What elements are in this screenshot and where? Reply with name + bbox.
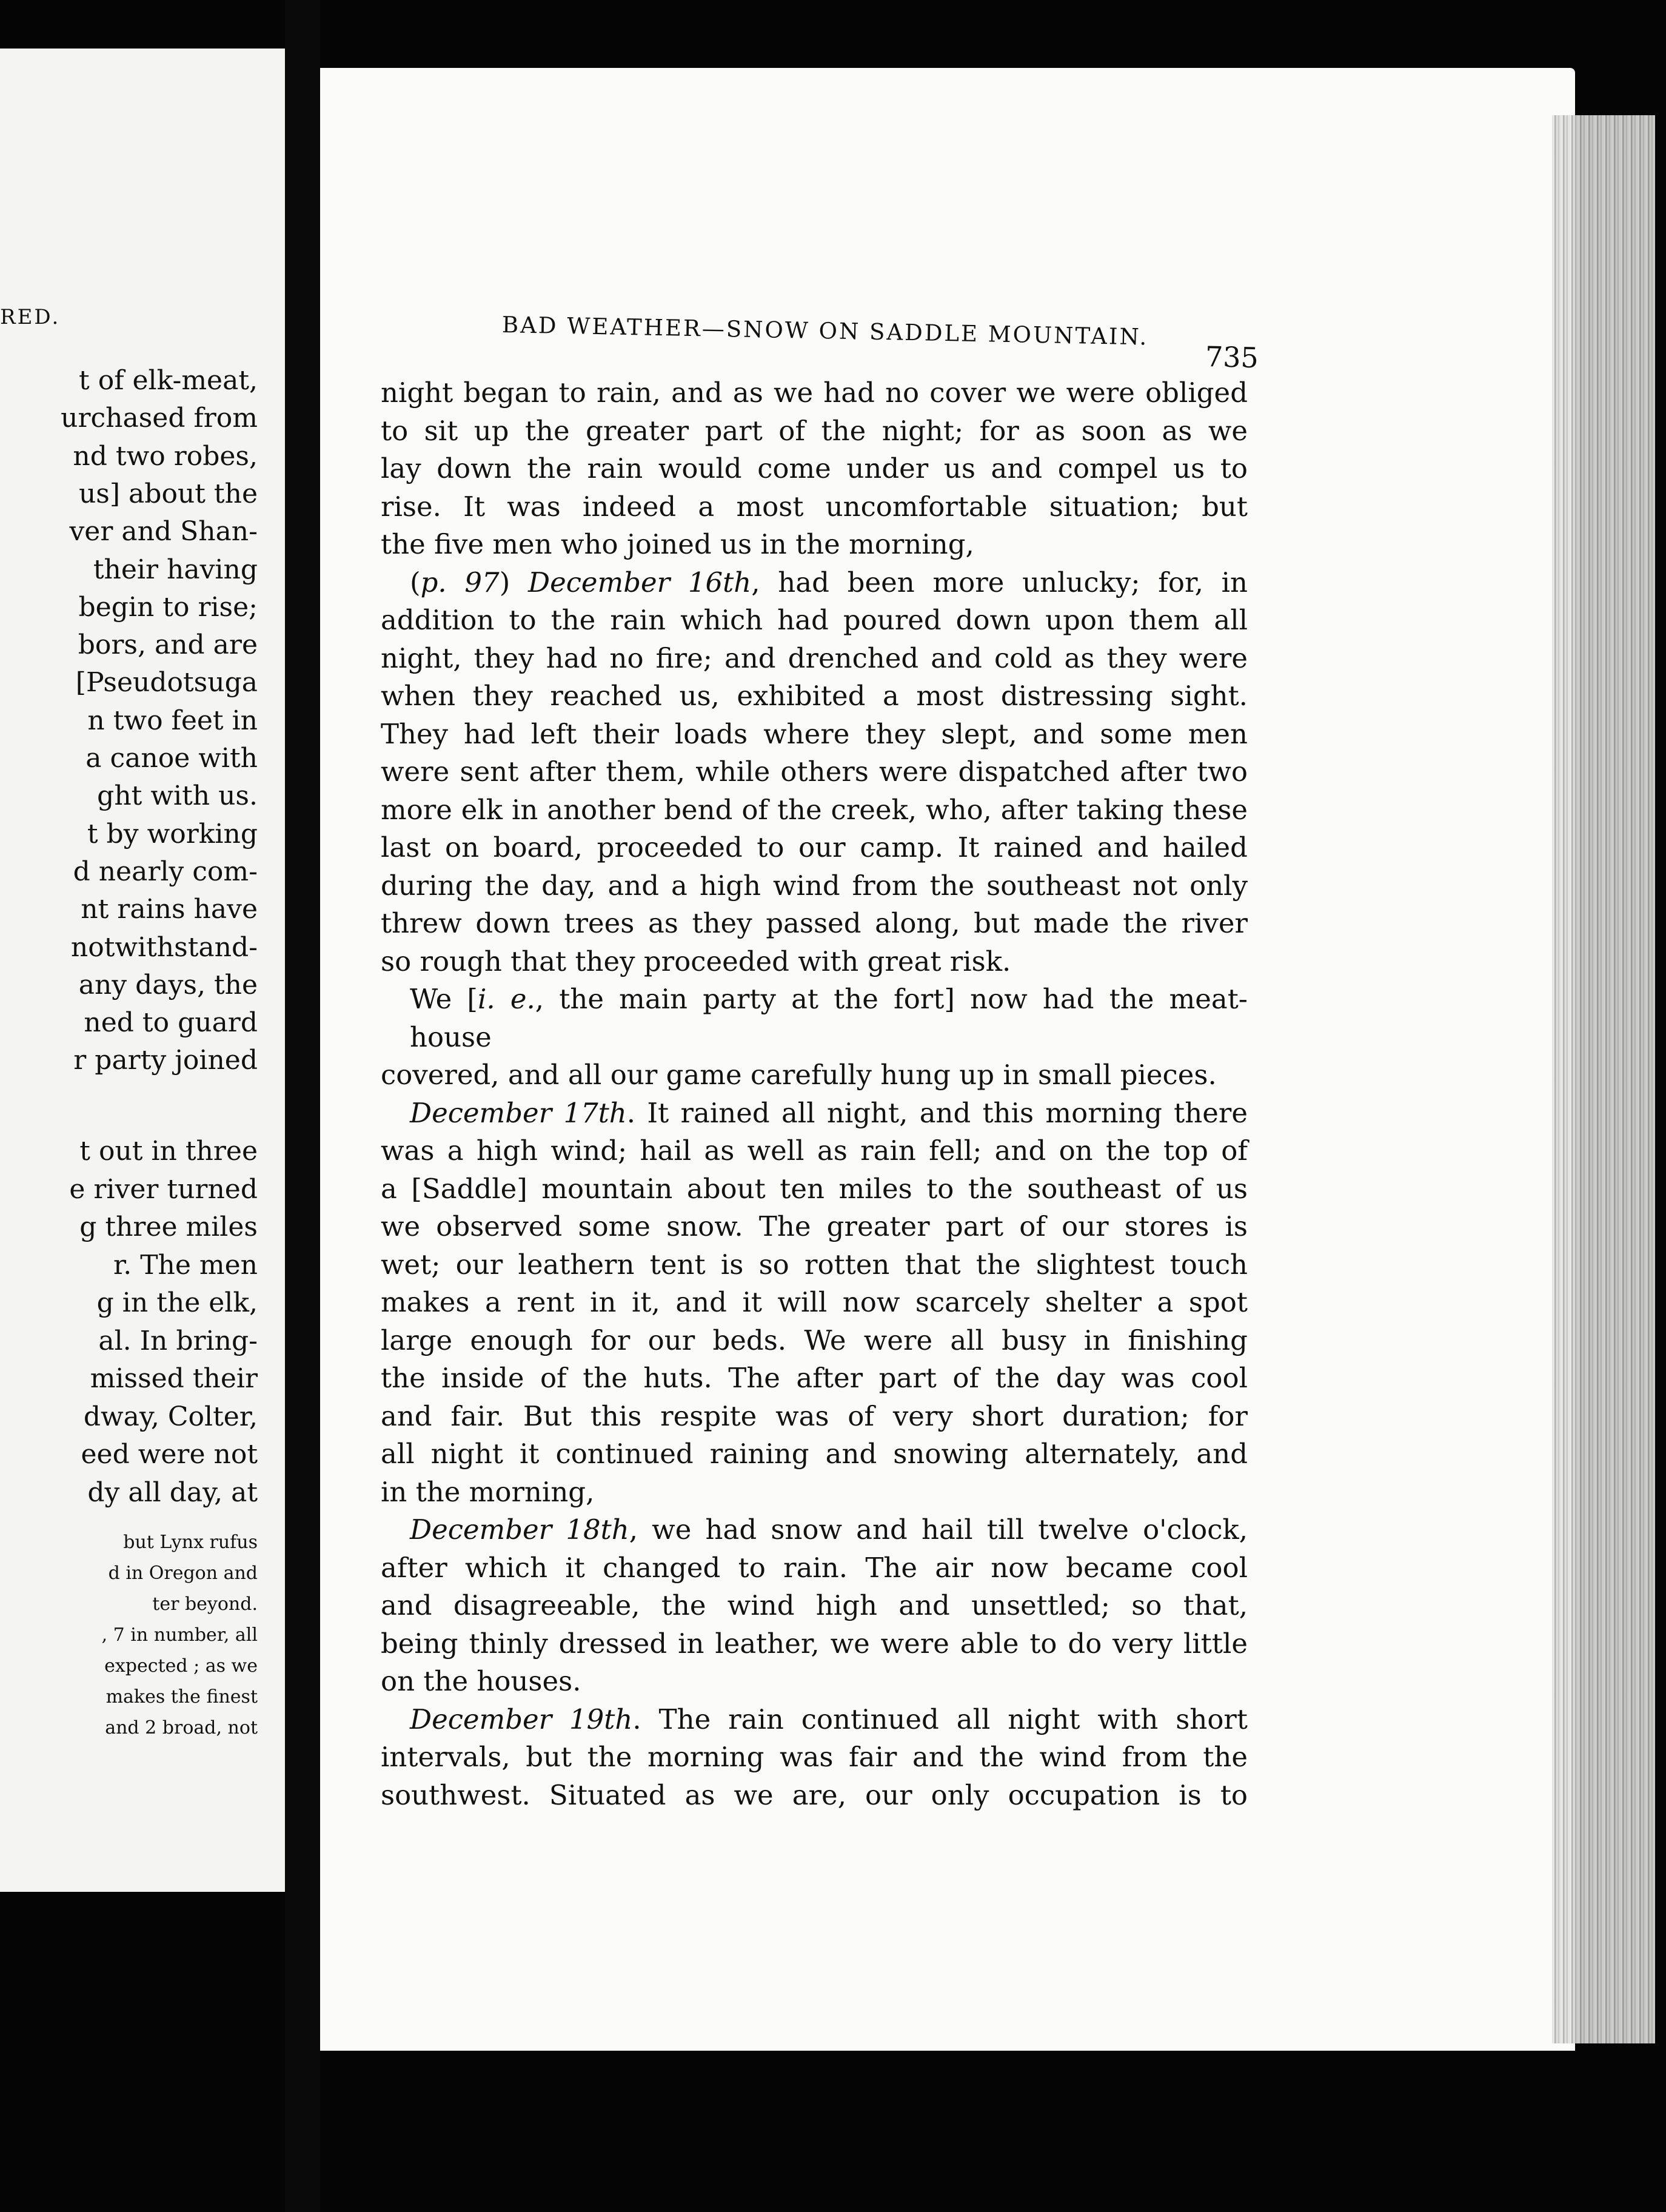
left-text-line: ght with us.: [97, 780, 258, 812]
left-text-line: their having: [93, 554, 258, 585]
body-line: [381, 1056, 1248, 1094]
line-text: and fair. But this respite was of very short duration; for: [381, 1399, 1248, 1432]
left-text-line: d nearly com-: [73, 856, 258, 887]
left-text-line: r party joined: [73, 1045, 258, 1076]
left-text-line: al. In bring-: [98, 1325, 258, 1356]
left-text-line: nt rains have: [81, 894, 258, 925]
body-line: [381, 1777, 1248, 1815]
left-text-line: urchased from: [61, 403, 258, 434]
left-footnote-line: expected ; as we: [104, 1655, 258, 1677]
body-line: [381, 1359, 1248, 1398]
italic-text: December 18th: [410, 1513, 629, 1546]
body-line: [381, 1701, 1248, 1739]
body-line: [381, 1587, 1248, 1625]
line-text: addition to the rain which had poured down upon them all: [381, 604, 1248, 636]
line-text: on the houses.: [381, 1665, 581, 1697]
line-text: , we had snow and hail till twelve o'clock,: [629, 1513, 1248, 1546]
left-footnote-line: , 7 in number, all: [101, 1624, 258, 1646]
line-text: wet; our leathern tent is so rotten that the slightest touch: [381, 1248, 1248, 1281]
left-facing-page: [0, 49, 285, 1892]
line-text: intervals, but the morning was fair and the wind from the: [381, 1741, 1248, 1773]
left-text-line: t of elk-meat,: [79, 365, 258, 396]
italic-text: December 17th: [410, 1096, 627, 1129]
left-text-line: r. The men: [113, 1249, 258, 1281]
line-text: and disagreeable, the wind high and unsettled; so that,: [381, 1589, 1248, 1621]
book-gutter: [285, 0, 320, 2212]
body-line: [381, 1398, 1248, 1436]
line-text: . It rained all night, and this morning there: [626, 1096, 1248, 1129]
body-line: [381, 488, 1248, 526]
body-line: [381, 1663, 1248, 1701]
left-footnote-line: but Lynx rufus: [123, 1532, 258, 1553]
body-line: [381, 602, 1248, 640]
body-line: [381, 1208, 1248, 1246]
body-line: [381, 980, 1248, 1056]
line-text: more elk in another bend of the creek, who, after taking these: [381, 793, 1248, 826]
line-text: (: [410, 566, 421, 598]
italic-text: December 16th: [528, 566, 752, 598]
left-text-line: n two feet in: [87, 705, 258, 736]
italic-text: i. e.: [477, 983, 535, 1015]
body-line: [381, 564, 1248, 602]
line-text: southwest. Situated as we are, our only occupation is to: [381, 1778, 1248, 1811]
body-line: [381, 1284, 1248, 1322]
line-text: so rough that they proceeded with great risk.: [381, 945, 1011, 977]
left-running-head: RED.: [0, 305, 61, 329]
line-text: during the day, and a high wind from the southeast not only: [381, 869, 1248, 902]
line-text: covered, and all our game carefully hung up in small pieces.: [381, 1059, 1217, 1091]
left-text-line: begin to rise;: [78, 591, 258, 623]
body-line: [381, 1511, 1248, 1549]
line-text: night began to rain, and as we had no cover we were obliged: [381, 377, 1248, 409]
italic-text: December 19th: [410, 1703, 633, 1735]
body-line: [381, 412, 1248, 451]
line-text: They had left their loads where they slept, and some men: [381, 717, 1248, 750]
body-text: [381, 374, 1248, 1814]
left-text-line: eed were not: [81, 1439, 258, 1470]
line-text: We [: [410, 983, 478, 1015]
page-number: 735: [1205, 340, 1259, 375]
left-footnote-line: ter beyond.: [152, 1594, 258, 1615]
body-line: [381, 1435, 1248, 1473]
left-text-line: ver and Shan-: [69, 516, 258, 548]
left-text-line: nd two robes,: [73, 440, 258, 472]
line-text: the five men who joined us in the morning,: [381, 528, 974, 560]
page-edges: [1552, 115, 1655, 2043]
left-footnote-line: and 2 broad, not: [105, 1717, 258, 1738]
body-line: [381, 677, 1248, 716]
body-line: [381, 905, 1248, 943]
line-text: we observed some snow. The greater part of our stores is: [381, 1210, 1248, 1242]
body-line: [381, 1473, 1248, 1512]
left-text-line: dy all day, at: [87, 1476, 258, 1508]
body-line: [381, 1170, 1248, 1208]
body-line: [381, 791, 1248, 830]
left-footnote-line: makes the finest: [105, 1686, 258, 1708]
body-line: [381, 1246, 1248, 1284]
body-line: [381, 1322, 1248, 1360]
line-text: threw down trees as they passed along, but made the river: [381, 907, 1248, 939]
line-text: a [Saddle] mountain about ten miles to the southeast of us: [381, 1172, 1248, 1205]
left-text-line: us] about the: [78, 478, 258, 509]
line-text: rise. It was indeed a most uncomfortable situation; but: [381, 490, 1248, 523]
body-line: [381, 829, 1248, 867]
body-line: [381, 1132, 1248, 1170]
line-text: last on board, proceeded to our camp. It rained and hailed: [381, 831, 1248, 863]
line-text: being thinly dressed in leather, we were able to do very little: [381, 1627, 1248, 1660]
left-text-line: t by working: [87, 818, 258, 850]
left-text-line: g three miles: [79, 1212, 258, 1242]
line-text: was a high wind; hail as well as rain fell; and on the top of: [381, 1134, 1248, 1167]
left-text-line: [Pseudotsuga: [75, 667, 258, 699]
body-line: [381, 716, 1248, 754]
body-line: [381, 374, 1248, 412]
line-text: night, they had no fire; and drenched and cold as they were: [381, 642, 1248, 674]
body-line: [381, 943, 1248, 981]
left-text-line: t out in three: [79, 1136, 258, 1167]
left-text-line: notwithstand-: [70, 931, 258, 963]
line-text: . The rain continued all night with short: [632, 1703, 1248, 1735]
left-text-line: e river turned: [69, 1173, 258, 1205]
line-text: lay down the rain would come under us and compel us to: [381, 452, 1248, 484]
line-text: when they reached us, exhibited a most distressing sight.: [381, 680, 1248, 712]
body-line: [381, 640, 1248, 678]
body-line: [381, 1549, 1248, 1587]
line-text: after which it changed to rain. The air now became cool: [381, 1551, 1248, 1584]
line-text: large enough for our beds. We were all busy in finishing: [381, 1324, 1248, 1356]
line-text: makes a rent in it, and it will now scarcely shelter a spot: [381, 1286, 1248, 1318]
left-text-line: dway, Colter,: [83, 1401, 258, 1432]
body-line: [381, 1738, 1248, 1777]
body-line: [381, 526, 1248, 564]
line-text: to sit up the greater part of the night; for as soon as we: [381, 414, 1248, 447]
body-line: [381, 1094, 1248, 1133]
left-text-line: missed their: [90, 1363, 258, 1394]
line-text: , the main party at the fort] now had the meat-house: [410, 983, 1248, 1053]
right-page: [320, 68, 1575, 2051]
left-text-line: ned to guard: [84, 1007, 258, 1039]
body-line: [381, 867, 1248, 905]
line-text: the inside of the huts. The after part of the day was cool: [381, 1362, 1248, 1394]
line-text: were sent after them, while others were dispatched after two: [381, 756, 1248, 788]
left-text-line: bors, and are: [78, 629, 258, 661]
italic-text: p. 97: [420, 566, 500, 598]
running-head: BAD WEATHER—SNOW ON SADDLE MOUNTAIN.: [501, 312, 1149, 350]
body-line: [381, 753, 1248, 791]
line-text: in the morning,: [381, 1475, 595, 1508]
left-text-line: any days, the: [78, 969, 258, 1000]
left-text-line: a canoe with: [85, 743, 258, 774]
line-text: , had been more unlucky; for, in: [751, 566, 1248, 598]
left-text-line: g in the elk,: [96, 1287, 258, 1318]
body-line: [381, 1625, 1248, 1663]
line-text: ): [499, 566, 528, 598]
body-line: [381, 450, 1248, 488]
left-footnote-line: d in Oregon and: [108, 1563, 258, 1584]
line-text: all night it continued raining and snowing alternately, and: [381, 1438, 1248, 1470]
